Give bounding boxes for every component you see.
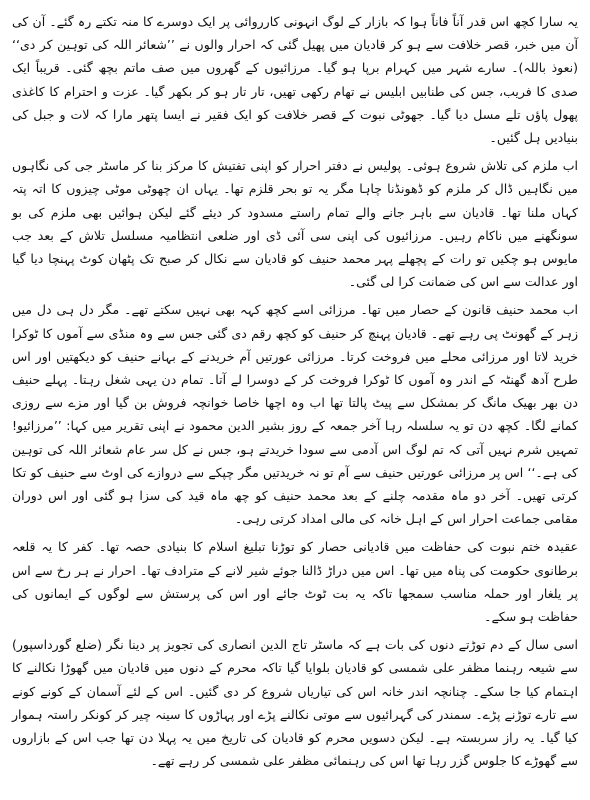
paragraph-2: اب ملزم کی تلاش شروع ہوئی۔ پولیس نے دفتر احرار کو اپنی تفتیش کا مرکز بنا کر ماسٹر جی کی نگاہوں میں نگاہیں ڈال کر ملزم کو ڈھونڈنا چاہا مگر یہ تو بحر قلزم تھا۔ یہاں ان چھوٹی موٹی چیزوں کا اتہ پتہ کہاں ملنا تھا۔ قادیان سے باہر جانے والے تمام راستے مسدود کر دیئے گئے لیکن ہوائیں بھی ملزم کی بو سونگھنے میں ناکام رہیں۔ مرزائیوں کی اپنی سی آئی ڈی اور ضلعی انتظامیہ مسلسل تلاش کے بعد جب مایوس ہو چکیں تو رات کے پچھلے پہر محمد حنیف کو قادیان سے نکال کر صبح تک پٹھان کوٹ پہنچا دیا گیا اور عدالت سے اس کی ضمانت کرا لی گئی۔ xyxy=(12,158,578,290)
paragraph-4: عقیدہ ختم نبوت کی حفاظت میں قادیانی حصار کو توڑنا تبلیغ اسلام کا بنیادی حصہ تھا۔ کفر کا یہ قلعہ برطانوی حکومت کی پناہ میں تھا۔ اس میں دراڑ ڈالنا جوئے شیر لانے کے مترادف تھا۔ احرار نے ہر رخ سے اس پر یلغار اور حملہ مناسب سمجھا تاکہ یہ بت ٹوٹ جائے اور اس کی پرستش سے لوگوں کے ایمانوں کی حفاظت ہو سکے۔ xyxy=(12,539,578,625)
paragraph-5: اسی سال کے دم توڑتے دنوں کی بات ہے کہ ماسٹر تاج الدین انصاری کی تجویز پر دینا نگر (ضلع گورداسپور) سے شیعہ رہنما مظفر علی شمسی کو قادیان بلوایا گیا تاکہ محرم کے دنوں میں قادیان میں گھوڑا نکالنے کا اہتمام کیا جا سکے۔ چنانچہ اندر خانہ اس کی تیاریاں شروع کر دی گئیں۔ اس کے لئے آسمان کے کونے کونے سے تارے توڑنے پڑے۔ سمندر کی گہرائیوں سے موتی نکالنے پڑے اور پہاڑوں کا سینہ چیر کر کونکر راستہ ہموار کیا گیا۔ یہ راز سربستہ ہے۔ لیکن دسویں محرم کو قادیان کی تاریخ میں یہ پہلا دن تھا جب اس کے بازاروں سے گھوڑے کا جلوس گزر رہا تھا اس کی رہنمائی مظفر علی شمسی کر رہے تھے۔ xyxy=(12,637,578,769)
paragraph-3: اب محمد حنیف قانون کے حصار میں تھا۔ مرزائی اسے کچھ کہہ بھی نہیں سکتے تھے۔ مگر دل ہی دل میں زہر کے گھونٹ پی رہے تھے۔ قادیان پہنچ کر حنیف کو کچھ رقم دی گئی جس سے وہ منڈی سے آموں کا ٹوکرا خرید لاتا اور مرزائی محلے میں فروخت کرتا۔ مرزائی عورتیں آم خریدنے کے بہانے حنیف کو دیکھتیں اور اس طرح آدھ گھنٹہ کے اندر وہ آموں کا ٹوکرا فروخت کر کے دوسرا لے آتا۔ تمام دن یہی شغل رہتا۔ پہلے حنیف دن بھر بھیک مانگ کر بمشکل سے پیٹ پالتا تھا اب وہ اچھا خاصا خوانچہ فروش بن گیا اور مزے سے روزی کمانے لگا۔ کچھ دن تو یہ سلسلہ رہا آخر جمعہ کے روز بشیر الدین محمود نے اپنی تقریر میں کہا: ’’مرزائیو! تمہیں شرم نہیں آتی کہ تم لوگ اس آدمی سے سودا خریدتے ہو، جس نے کل سر عام شعائر اللہ کی توہین کی ہے۔‘‘ اس پر مرزائی عورتیں حنیف سے آم تو نہ خریدتیں مگر چپکے سے دروازے کی اوٹ سے حنیف کو تکا کرتی تھیں۔ آخر دو ماہ مقدمہ چلنے کے بعد محمد حنیف کو چھ ماہ قید کی سزا ہو گئی اور اس دوران مقامی جماعت احرار اس کے اہل خانہ کی مالی امداد کرتی رہی۔ xyxy=(12,302,578,527)
paragraph-1: یہ سارا کچھ اس قدر آناً فاناً ہوا کہ بازار کے لوگ انہونی کارروائی پر ایک دوسرے کا منہ تکتے رہ گئے۔ آن کی آن میں خبر، قصر خلافت سے ہو کر قادیان میں پھیل گئی کہ احرار والوں نے ’’شعائر اللہ کی توہین کر دی‘‘ (نعوذ باللہ)۔ سارے شہر میں کہرام برپا ہو گیا۔ مرزائیوں کے گھروں میں صف ماتم بچھ گئی۔ قریباً ایک صدی کا فریب، جس کی طنابیں ابلیس نے تھام رکھی تھیں، تار تار ہو کر بکھر گیا۔ عزت و احترام کا کاغذی پھول پاؤں تلے مسل دیا گیا۔ جھوٹی نبوت کے قصر خلافت کو ایک فقیر نے ایسا پتھر مارا کہ لات و جبل کی بنیادیں ہل گئیں۔ xyxy=(12,14,578,146)
